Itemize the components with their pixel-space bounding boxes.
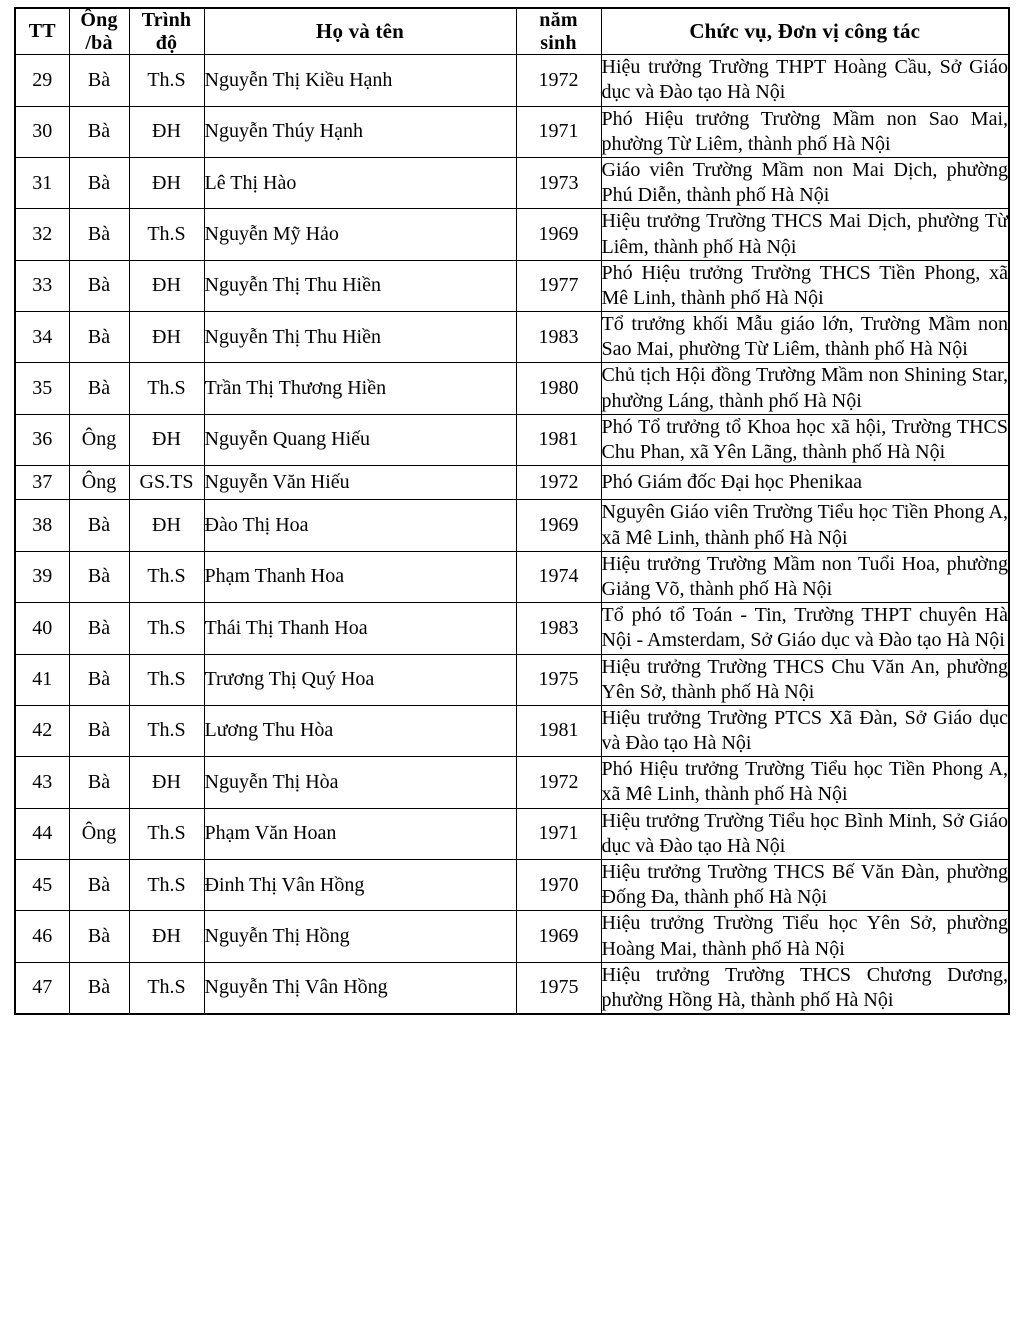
cell-position: Hiệu trưởng Trường Mầm non Tuổi Hoa, phường Giảng Võ, thành phố Hà Nội [601, 551, 1009, 602]
table-row [15, 962, 1009, 1014]
cell-tt: 35 [15, 363, 69, 414]
cell-name: Phạm Văn Hoan [204, 808, 516, 859]
cell-position: Hiệu trưởng Trường THCS Chương Dương, phường Hồng Hà, thành phố Hà Nội [601, 962, 1009, 1014]
cell-tt: 30 [15, 106, 69, 157]
cell-name: Nguyễn Thị Kiều Hạnh [204, 55, 516, 106]
cell-name: Lương Thu Hòa [204, 705, 516, 756]
cell-year: 1974 [516, 551, 601, 602]
cell-tt: 46 [15, 911, 69, 962]
cell-name: Nguyễn Thị Hòa [204, 757, 516, 808]
cell-degree: GS.TS [129, 466, 204, 500]
cell-tt: 36 [15, 414, 69, 465]
cell-position: Phó Tổ trưởng tổ Khoa học xã hội, Trường THCS Chu Phan, xã Yên Lãng, thành phố Hà Nội [601, 414, 1009, 465]
cell-degree: Th.S [129, 962, 204, 1014]
cell-gender: Bà [69, 157, 129, 208]
cell-gender: Bà [69, 911, 129, 962]
cell-gender: Ông [69, 808, 129, 859]
cell-position: Hiệu trưởng Trường THPT Hoàng Cầu, Sở Giáo dục và Đào tạo Hà Nội [601, 55, 1009, 106]
cell-gender: Bà [69, 962, 129, 1014]
cell-gender: Bà [69, 106, 129, 157]
cell-year: 1969 [516, 911, 601, 962]
cell-name: Đinh Thị Vân Hồng [204, 860, 516, 911]
cell-degree: Th.S [129, 654, 204, 705]
cell-degree: ĐH [129, 106, 204, 157]
table-row [15, 466, 1009, 500]
column-header-position: Chức vụ, Đơn vị công tác [601, 8, 1009, 55]
table-row [15, 551, 1009, 602]
table-row [15, 106, 1009, 157]
cell-tt: 31 [15, 157, 69, 208]
cell-degree: ĐH [129, 414, 204, 465]
cell-gender: Bà [69, 551, 129, 602]
cell-gender: Bà [69, 705, 129, 756]
column-header-degree-line1: Trình [141, 9, 192, 31]
cell-degree: Th.S [129, 705, 204, 756]
cell-position: Tổ trưởng khối Mẫu giáo lớn, Trường Mầm non Sao Mai, phường Từ Liêm, thành phố Hà Nội [601, 312, 1009, 363]
cut-off-text-above-table [0, 0, 1020, 7]
table-row [15, 911, 1009, 962]
table-row [15, 500, 1009, 551]
column-header-name: Họ và tên [204, 8, 516, 55]
cell-name: Đào Thị Hoa [204, 500, 516, 551]
cell-name: Nguyễn Quang Hiếu [204, 414, 516, 465]
cell-name: Nguyễn Thị Thu Hiền [204, 260, 516, 311]
cell-tt: 47 [15, 962, 69, 1014]
cell-year: 1971 [516, 106, 601, 157]
table-row [15, 260, 1009, 311]
column-header-degree [129, 8, 204, 55]
cell-position: Chủ tịch Hội đồng Trường Mầm non Shining Star, phường Láng, thành phố Hà Nội [601, 363, 1009, 414]
cell-tt: 42 [15, 705, 69, 756]
cell-position: Phó Hiệu trưởng Trường THCS Tiền Phong, xã Mê Linh, thành phố Hà Nội [601, 260, 1009, 311]
cell-position: Hiệu trưởng Trường Tiểu học Bình Minh, Sở Giáo dục và Đào tạo Hà Nội [601, 808, 1009, 859]
table-row [15, 808, 1009, 859]
column-header-gender-line2: /bà [85, 31, 113, 54]
cell-year: 1983 [516, 603, 601, 654]
cell-degree: Th.S [129, 551, 204, 602]
roster-table [14, 7, 1010, 1015]
cell-degree: Th.S [129, 603, 204, 654]
column-header-year-line2: sinh [540, 31, 577, 54]
cell-gender: Ông [69, 466, 129, 500]
cell-name: Trần Thị Thương Hiền [204, 363, 516, 414]
cell-degree: Th.S [129, 808, 204, 859]
column-header-gender-line1: Ông [80, 9, 118, 31]
table-row [15, 414, 1009, 465]
cell-degree: Th.S [129, 55, 204, 106]
cell-year: 1981 [516, 414, 601, 465]
table-row [15, 860, 1009, 911]
cell-year: 1980 [516, 363, 601, 414]
table-header [15, 8, 1009, 55]
cell-gender: Bà [69, 654, 129, 705]
table-row [15, 312, 1009, 363]
cell-position: Nguyên Giáo viên Trường Tiểu học Tiền Phong A, xã Mê Linh, thành phố Hà Nội [601, 500, 1009, 551]
cell-position: Tổ phó tổ Toán - Tin, Trường THPT chuyên Hà Nội - Amsterdam, Sở Giáo dục và Đào tạo Hà Nội [601, 603, 1009, 654]
cell-position: Phó Hiệu trưởng Trường Tiểu học Tiền Phong A, xã Mê Linh, thành phố Hà Nội [601, 757, 1009, 808]
cell-tt: 43 [15, 757, 69, 808]
cell-tt: 33 [15, 260, 69, 311]
cell-year: 1977 [516, 260, 601, 311]
cell-gender: Bà [69, 363, 129, 414]
cell-name: Lê Thị Hào [204, 157, 516, 208]
cell-degree: ĐH [129, 157, 204, 208]
cell-gender: Bà [69, 603, 129, 654]
cell-year: 1983 [516, 312, 601, 363]
cell-tt: 41 [15, 654, 69, 705]
cell-gender: Ông [69, 414, 129, 465]
cell-tt: 32 [15, 209, 69, 260]
cell-tt: 38 [15, 500, 69, 551]
table-row [15, 757, 1009, 808]
cell-year: 1970 [516, 860, 601, 911]
cell-position: Giáo viên Trường Mầm non Mai Dịch, phường Phú Diễn, thành phố Hà Nội [601, 157, 1009, 208]
cell-year: 1971 [516, 808, 601, 859]
cell-year: 1972 [516, 55, 601, 106]
cell-tt: 39 [15, 551, 69, 602]
table-row [15, 603, 1009, 654]
cell-tt: 40 [15, 603, 69, 654]
cell-gender: Bà [69, 260, 129, 311]
cell-tt: 37 [15, 466, 69, 500]
cell-tt: 29 [15, 55, 69, 106]
column-header-degree-line2: độ [155, 31, 178, 54]
cell-degree: ĐH [129, 312, 204, 363]
cell-year: 1969 [516, 500, 601, 551]
cell-degree: Th.S [129, 860, 204, 911]
cell-degree: ĐH [129, 260, 204, 311]
cell-name: Nguyễn Thúy Hạnh [204, 106, 516, 157]
cell-gender: Bà [69, 55, 129, 106]
cell-gender: Bà [69, 500, 129, 551]
cell-degree: ĐH [129, 757, 204, 808]
cell-degree: ĐH [129, 500, 204, 551]
table-row [15, 705, 1009, 756]
cell-gender: Bà [69, 312, 129, 363]
column-header-gender [69, 8, 129, 55]
cell-position: Hiệu trưởng Trường Tiểu học Yên Sở, phường Hoàng Mai, thành phố Hà Nội [601, 911, 1009, 962]
cell-tt: 44 [15, 808, 69, 859]
cell-year: 1973 [516, 157, 601, 208]
cell-gender: Bà [69, 757, 129, 808]
cell-name: Nguyễn Mỹ Hảo [204, 209, 516, 260]
table-row [15, 209, 1009, 260]
cell-gender: Bà [69, 209, 129, 260]
cell-position: Hiệu trưởng Trường PTCS Xã Đàn, Sở Giáo dục và Đào tạo Hà Nội [601, 705, 1009, 756]
header-row [15, 8, 1009, 55]
table-row [15, 363, 1009, 414]
cell-name: Trương Thị Quý Hoa [204, 654, 516, 705]
column-header-tt: TT [15, 8, 69, 55]
roster-table-container [14, 7, 1008, 1015]
cell-degree: Th.S [129, 209, 204, 260]
cell-position: Hiệu trưởng Trường THCS Mai Dịch, phường Từ Liêm, thành phố Hà Nội [601, 209, 1009, 260]
cell-name: Thái Thị Thanh Hoa [204, 603, 516, 654]
cell-year: 1981 [516, 705, 601, 756]
cell-name: Nguyễn Thị Hồng [204, 911, 516, 962]
column-header-year [516, 8, 601, 55]
cell-position: Hiệu trưởng Trường THCS Bế Văn Đàn, phường Đống Đa, thành phố Hà Nội [601, 860, 1009, 911]
cell-year: 1972 [516, 466, 601, 500]
cell-name: Nguyễn Văn Hiếu [204, 466, 516, 500]
cell-year: 1969 [516, 209, 601, 260]
cell-name: Nguyễn Thị Thu Hiền [204, 312, 516, 363]
cell-position: Phó Hiệu trưởng Trường Mầm non Sao Mai, phường Từ Liêm, thành phố Hà Nội [601, 106, 1009, 157]
table-row [15, 55, 1009, 106]
cell-tt: 45 [15, 860, 69, 911]
cell-tt: 34 [15, 312, 69, 363]
cell-year: 1975 [516, 654, 601, 705]
cell-year: 1975 [516, 962, 601, 1014]
table-row [15, 654, 1009, 705]
table-row [15, 157, 1009, 208]
table-body [15, 55, 1009, 1014]
cell-position: Hiệu trưởng Trường THCS Chu Văn An, phường Yên Sở, thành phố Hà Nội [601, 654, 1009, 705]
cell-name: Nguyễn Thị Vân Hồng [204, 962, 516, 1014]
cell-degree: ĐH [129, 911, 204, 962]
cell-degree: Th.S [129, 363, 204, 414]
cell-name: Phạm Thanh Hoa [204, 551, 516, 602]
cell-year: 1972 [516, 757, 601, 808]
column-header-year-line1: năm [539, 9, 578, 31]
cell-position: Phó Giám đốc Đại học Phenikaa [601, 466, 1009, 500]
cell-gender: Bà [69, 860, 129, 911]
